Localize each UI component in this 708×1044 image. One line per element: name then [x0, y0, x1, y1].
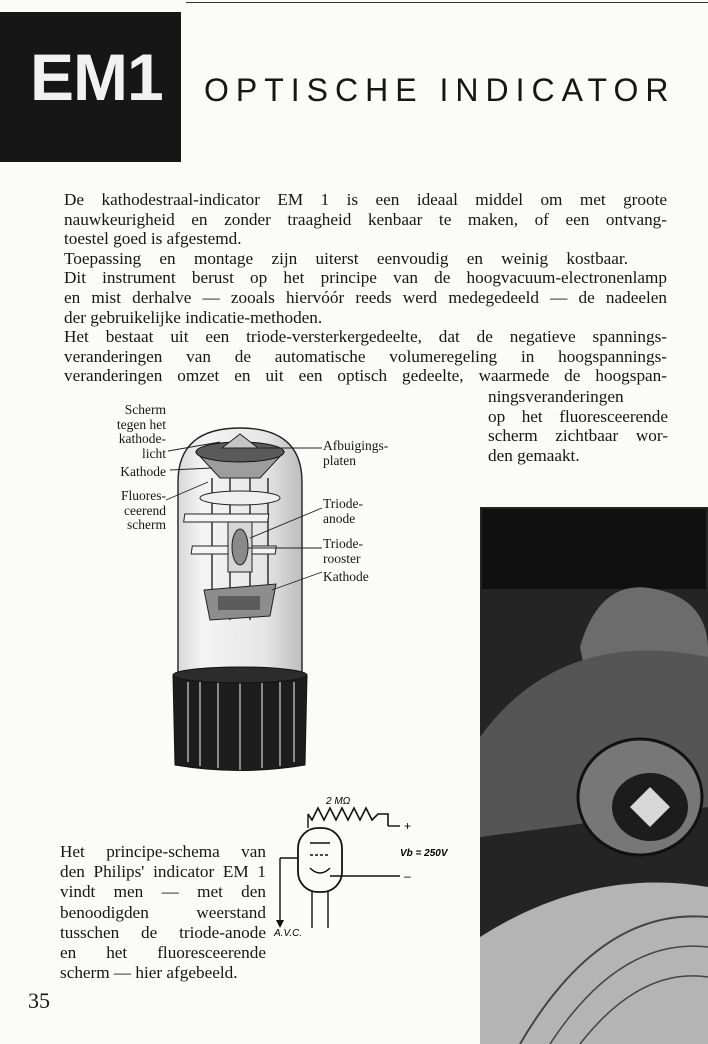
tube-code: EM1 — [30, 40, 163, 114]
intro-line: De kathodestraal-indicator EM 1 is een ideaal middel om met groote — [64, 190, 667, 209]
side-line: op het fluoresceerende — [488, 406, 668, 426]
caption-line: tusschen de triode-anode — [60, 922, 266, 942]
tube-illustration — [100, 420, 330, 780]
photo-indicator-in-use — [480, 507, 708, 1044]
intro-line: nauwkeurigheid en zonder traagheid kenbaar te maken, of een ontvang- — [64, 209, 667, 229]
tube-symbol — [298, 828, 342, 892]
label-triode-rooster: Triode- rooster — [323, 536, 364, 566]
caption — [60, 842, 266, 983]
caption-line: den Philips' indicator EM 1 — [60, 862, 266, 882]
resistor-label: 2 MΩ — [326, 796, 351, 807]
tube-code-block — [0, 12, 181, 162]
intro-line: en mist derhalve — zooals hiervóór reeds werd medegedeeld — de nadeelen — [64, 287, 667, 307]
label-afbuigings: Afbuigings- platen — [323, 438, 389, 468]
intro-line: veranderingen omzet en uit een optisch gedeelte, waarmede de hoogspan- — [64, 366, 667, 386]
side-text — [488, 387, 668, 465]
caption-line: Het principe-schema van — [60, 842, 266, 861]
label-triode-anode: Triode- anode — [323, 496, 364, 526]
triode-grid — [232, 529, 248, 565]
page-number: 35 — [28, 988, 50, 1013]
intro-line: Het bestaat uit een triode-versterkergedeelte, dat de negatieve spannings- — [64, 327, 667, 347]
plus-label: + — [404, 819, 412, 833]
mica-disc — [200, 491, 280, 505]
resistor-symbol — [308, 808, 388, 826]
caption-line: vindt men — met den — [60, 882, 266, 902]
voltage-label: Vb = 250V — [400, 848, 448, 859]
intro-text — [64, 190, 667, 386]
caption-line: benoodigden weerstand — [60, 902, 266, 922]
label-scherm: Scherm tegen het kathode- licht — [116, 402, 166, 461]
intro-line: Toepassing en montage zijn uiterst eenvoudig en weinig kostbaar. — [64, 248, 628, 268]
principle-schematic — [260, 788, 470, 938]
cathode-block — [218, 596, 260, 610]
minus-label: – — [404, 869, 411, 883]
side-line: den gemaakt. — [488, 445, 580, 465]
side-line: ningsveranderingen — [488, 387, 624, 406]
intro-line: Dit instrument berust op het principe van de hoogvacuum-electronenlamp — [64, 268, 667, 288]
label-kathode-bottom: Kathode — [323, 569, 369, 584]
side-line: scherm zichtbaar wor- — [488, 426, 668, 446]
intro-line: der gebruikelijke indicatie-methoden. — [64, 307, 323, 327]
base-rim — [173, 667, 307, 683]
avc-label: A.V.C. — [274, 928, 303, 938]
caption-line: en het fluoresceerende — [60, 943, 266, 963]
label-fluoresceerend: Fluores- ceerend scherm — [121, 488, 166, 532]
page-title: OPTISCHE INDICATOR — [204, 72, 676, 108]
label-kathode-top: Kathode — [120, 464, 166, 479]
intro-line: toestel goed is afgestemd. — [64, 229, 242, 249]
intro-line: veranderingen van de automatische volumeregeling in hoogspannings- — [64, 346, 667, 366]
caption-line: scherm — hier afgebeeld. — [60, 963, 238, 983]
mica-plate — [184, 514, 269, 522]
top-rule — [186, 2, 708, 3]
